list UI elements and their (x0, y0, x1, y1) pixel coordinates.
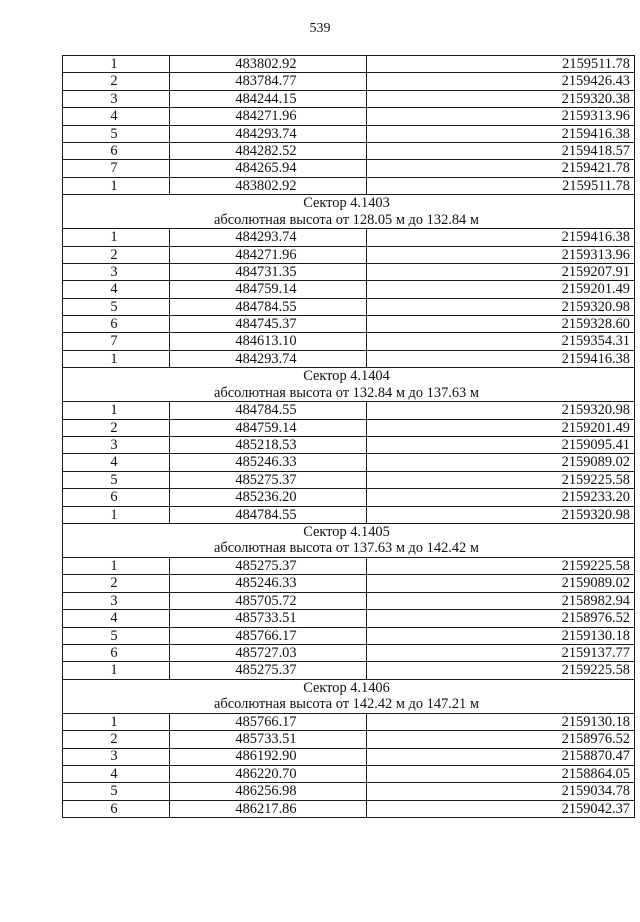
table-row (63, 350, 635, 367)
x-coordinate-cell: 485275.37 (170, 557, 367, 574)
point-number-cell: 3 (63, 748, 170, 765)
point-number-cell: 2 (63, 246, 170, 263)
x-coordinate-cell: 484282.52 (170, 142, 367, 159)
table-row (63, 281, 635, 298)
coordinates-table (62, 55, 635, 818)
point-number-cell: 7 (63, 160, 170, 177)
y-coordinate-cell: 2158982.94 (367, 592, 635, 609)
point-number-cell: 1 (63, 177, 170, 194)
y-coordinate-cell: 2159130.18 (367, 713, 635, 730)
x-coordinate-cell: 485236.20 (170, 489, 367, 506)
table-row (63, 783, 635, 800)
sector-header-row (63, 523, 635, 557)
point-number-cell: 7 (63, 333, 170, 350)
x-coordinate-cell: 484293.74 (170, 350, 367, 367)
sector-title: Сектор 4.1403 (303, 195, 390, 212)
y-coordinate-cell: 2159089.02 (367, 575, 635, 592)
table-row (63, 610, 635, 627)
table-row (63, 333, 635, 350)
table-row (63, 557, 635, 574)
y-coordinate-cell: 2159320.38 (367, 90, 635, 107)
x-coordinate-cell: 484293.74 (170, 125, 367, 142)
y-coordinate-cell: 2159354.31 (367, 333, 635, 350)
y-coordinate-cell: 2159320.98 (367, 298, 635, 315)
table-row (63, 90, 635, 107)
point-number-cell: 4 (63, 765, 170, 782)
point-number-cell: 1 (63, 229, 170, 246)
table-row (63, 748, 635, 765)
table-row (63, 575, 635, 592)
x-coordinate-cell: 483784.77 (170, 73, 367, 90)
y-coordinate-cell: 2159313.96 (367, 246, 635, 263)
table-row (63, 125, 635, 142)
x-coordinate-cell: 486220.70 (170, 765, 367, 782)
y-coordinate-cell: 2159416.38 (367, 350, 635, 367)
table-row (63, 627, 635, 644)
sector-altitude: абсолютная высота от 137.63 м до 142.42 м (214, 540, 479, 557)
point-number-cell: 1 (63, 402, 170, 419)
y-coordinate-cell: 2159416.38 (367, 229, 635, 246)
x-coordinate-cell: 485275.37 (170, 471, 367, 488)
y-coordinate-cell: 2158870.47 (367, 748, 635, 765)
table-row (63, 644, 635, 661)
x-coordinate-cell: 485733.51 (170, 610, 367, 627)
coordinates-table-body (63, 56, 635, 818)
point-number-cell: 5 (63, 471, 170, 488)
table-row (63, 142, 635, 159)
x-coordinate-cell: 484265.94 (170, 160, 367, 177)
point-number-cell: 2 (63, 73, 170, 90)
y-coordinate-cell: 2159225.58 (367, 557, 635, 574)
table-row (63, 489, 635, 506)
y-coordinate-cell: 2159511.78 (367, 56, 635, 73)
point-number-cell: 6 (63, 142, 170, 159)
sector-header-row (63, 195, 635, 229)
table-row (63, 471, 635, 488)
y-coordinate-cell: 2159313.96 (367, 108, 635, 125)
sector-header (63, 679, 635, 713)
table-row (63, 246, 635, 263)
x-coordinate-cell: 484293.74 (170, 229, 367, 246)
point-number-cell: 6 (63, 316, 170, 333)
x-coordinate-cell: 484271.96 (170, 108, 367, 125)
page-number: 539 (309, 21, 331, 36)
table-row (63, 56, 635, 73)
point-number-cell: 5 (63, 783, 170, 800)
y-coordinate-cell: 2159233.20 (367, 489, 635, 506)
x-coordinate-cell: 484244.15 (170, 90, 367, 107)
point-number-cell: 3 (63, 437, 170, 454)
point-number-cell: 2 (63, 575, 170, 592)
y-coordinate-cell: 2158976.52 (367, 731, 635, 748)
y-coordinate-cell: 2159042.37 (367, 800, 635, 817)
point-number-cell: 1 (63, 557, 170, 574)
y-coordinate-cell: 2159225.58 (367, 662, 635, 679)
table-row (63, 592, 635, 609)
table-row (63, 800, 635, 817)
point-number-cell: 2 (63, 731, 170, 748)
point-number-cell: 2 (63, 419, 170, 436)
y-coordinate-cell: 2159095.41 (367, 437, 635, 454)
table-row (63, 229, 635, 246)
y-coordinate-cell: 2159089.02 (367, 454, 635, 471)
table-row (63, 298, 635, 315)
table-row (63, 506, 635, 523)
y-coordinate-cell: 2159418.57 (367, 142, 635, 159)
x-coordinate-cell: 485727.03 (170, 644, 367, 661)
point-number-cell: 6 (63, 800, 170, 817)
point-number-cell: 1 (63, 350, 170, 367)
point-number-cell: 4 (63, 454, 170, 471)
table-row (63, 713, 635, 730)
sector-altitude: абсолютная высота от 142.42 м до 147.21 м (214, 696, 479, 713)
point-number-cell: 5 (63, 627, 170, 644)
x-coordinate-cell: 486217.86 (170, 800, 367, 817)
x-coordinate-cell: 483802.92 (170, 56, 367, 73)
x-coordinate-cell: 485275.37 (170, 662, 367, 679)
x-coordinate-cell: 484759.14 (170, 419, 367, 436)
point-number-cell: 4 (63, 610, 170, 627)
sector-title: Сектор 4.1405 (303, 523, 390, 540)
sector-header (63, 523, 635, 557)
x-coordinate-cell: 484745.37 (170, 316, 367, 333)
y-coordinate-cell: 2159201.49 (367, 419, 635, 436)
table-row (63, 402, 635, 419)
y-coordinate-cell: 2159225.58 (367, 471, 635, 488)
table-row (63, 263, 635, 280)
sector-altitude: абсолютная высота от 128.05 м до 132.84 м (214, 211, 479, 228)
table-row (63, 160, 635, 177)
x-coordinate-cell: 485218.53 (170, 437, 367, 454)
x-coordinate-cell: 485766.17 (170, 627, 367, 644)
point-number-cell: 4 (63, 108, 170, 125)
table-row (63, 454, 635, 471)
sector-altitude: абсолютная высота от 132.84 м до 137.63 м (214, 384, 479, 401)
table-row (63, 73, 635, 90)
point-number-cell: 1 (63, 713, 170, 730)
y-coordinate-cell: 2159207.91 (367, 263, 635, 280)
y-coordinate-cell: 2159137.77 (367, 644, 635, 661)
point-number-cell: 6 (63, 644, 170, 661)
sector-title: Сектор 4.1406 (303, 679, 390, 696)
x-coordinate-cell: 484731.35 (170, 263, 367, 280)
sector-header (63, 368, 635, 402)
sector-header-row (63, 368, 635, 402)
table-row (63, 731, 635, 748)
y-coordinate-cell: 2159328.60 (367, 316, 635, 333)
y-coordinate-cell: 2159320.98 (367, 506, 635, 523)
table-row (63, 419, 635, 436)
table-row (63, 765, 635, 782)
table-row (63, 437, 635, 454)
x-coordinate-cell: 485705.72 (170, 592, 367, 609)
sector-title: Сектор 4.1404 (303, 368, 390, 385)
x-coordinate-cell: 486192.90 (170, 748, 367, 765)
point-number-cell: 5 (63, 125, 170, 142)
point-number-cell: 3 (63, 90, 170, 107)
x-coordinate-cell: 485766.17 (170, 713, 367, 730)
point-number-cell: 4 (63, 281, 170, 298)
table-row (63, 662, 635, 679)
x-coordinate-cell: 483802.92 (170, 177, 367, 194)
y-coordinate-cell: 2159034.78 (367, 783, 635, 800)
sector-header (63, 195, 635, 229)
x-coordinate-cell: 486256.98 (170, 783, 367, 800)
y-coordinate-cell: 2158976.52 (367, 610, 635, 627)
x-coordinate-cell: 484784.55 (170, 506, 367, 523)
y-coordinate-cell: 2159511.78 (367, 177, 635, 194)
sector-header-row (63, 679, 635, 713)
x-coordinate-cell: 484271.96 (170, 246, 367, 263)
point-number-cell: 5 (63, 298, 170, 315)
point-number-cell: 1 (63, 56, 170, 73)
point-number-cell: 3 (63, 263, 170, 280)
x-coordinate-cell: 485246.33 (170, 575, 367, 592)
x-coordinate-cell: 484784.55 (170, 402, 367, 419)
point-number-cell: 3 (63, 592, 170, 609)
y-coordinate-cell: 2159416.38 (367, 125, 635, 142)
x-coordinate-cell: 485733.51 (170, 731, 367, 748)
y-coordinate-cell: 2159426.43 (367, 73, 635, 90)
point-number-cell: 1 (63, 506, 170, 523)
x-coordinate-cell: 484613.10 (170, 333, 367, 350)
table-row (63, 108, 635, 125)
x-coordinate-cell: 484759.14 (170, 281, 367, 298)
y-coordinate-cell: 2158864.05 (367, 765, 635, 782)
point-number-cell: 6 (63, 489, 170, 506)
table-row (63, 316, 635, 333)
table-row (63, 177, 635, 194)
y-coordinate-cell: 2159320.98 (367, 402, 635, 419)
y-coordinate-cell: 2159201.49 (367, 281, 635, 298)
point-number-cell: 1 (63, 662, 170, 679)
y-coordinate-cell: 2159130.18 (367, 627, 635, 644)
x-coordinate-cell: 484784.55 (170, 298, 367, 315)
y-coordinate-cell: 2159421.78 (367, 160, 635, 177)
x-coordinate-cell: 485246.33 (170, 454, 367, 471)
